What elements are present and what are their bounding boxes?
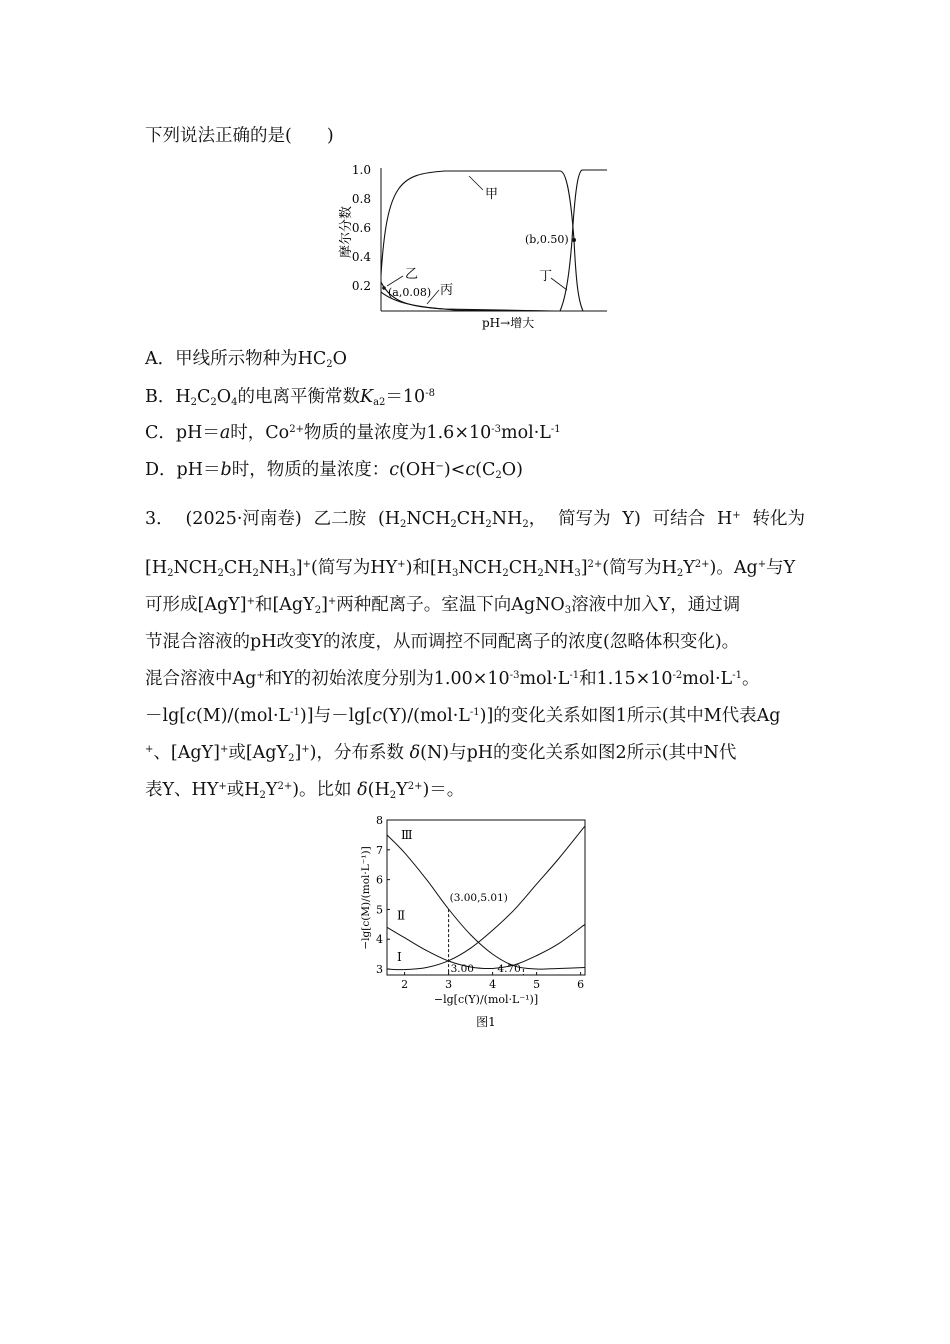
- ytick-08: 0.8: [351, 192, 371, 206]
- series-label-2: Ⅱ: [397, 908, 406, 923]
- intro-text: 下列说法正确的是( ): [145, 126, 334, 146]
- q3-line-8: 表Y、HY+或$H_2Y^{2+}$)。比如 $\delta(H_2Y^{2+})=$。: [145, 780, 465, 801]
- series-label-1: Ⅰ: [397, 950, 402, 965]
- ytick-02: 0.2: [351, 279, 371, 293]
- label-yi: 乙: [405, 267, 419, 282]
- y-axis-label: 摩尔分数: [339, 205, 354, 258]
- label-ding: 丁: [539, 269, 553, 284]
- annotation-point: (3.00,5.01): [449, 892, 508, 905]
- option-b: B．$H_2C_2O_4$的电离平衡常数$K_{a2}=10^{-8}$: [145, 387, 435, 408]
- ytick-label-4: 7: [376, 843, 383, 857]
- q3-line-1: 3． (2025·河南卷) 乙二胺 ($H_2NCH_2CH_2NH_2$， 简写为 Y) 可结合 H+ 转化为: [145, 509, 805, 530]
- xtick-label-1: 3: [445, 978, 453, 991]
- option-c: C．pH＝a时，$Co^{2+}$物质的量浓度为$1.6\times 10^{-3}mol\cdot L^{-1}$: [145, 423, 561, 443]
- option-a: A．甲线所示物种为$HC_2O$: [145, 349, 348, 370]
- ytick-1: 1.0: [351, 163, 371, 177]
- q3-line-4: 节混合溶液的pH改变Y的浓度，从而调控不同配离子的浓度(忽略体积变化)。: [145, 632, 740, 652]
- xtick-label-2: 4: [489, 978, 497, 991]
- figure-1-ylabel: −lg[c(M)/(mol·L⁻¹)]: [360, 846, 372, 950]
- figure-1-xlabel: −lg[c(Y)/(mol·L⁻¹)]: [433, 993, 539, 1006]
- q3-line-2: $[H_2NCH_2CH_2NH_3]^+$(简写为HY+)和$[H_3NCH_2CH_2NH_3]^{2+}$(简写为$H_2Y^{2+}$)。Ag+与Y: [145, 558, 796, 579]
- ytick-04: 0.4: [351, 250, 371, 264]
- q3-line-5: 混合溶液中Ag+和Y的初始浓度分别为$1.00\times 10^{-3}mol\cdot L^{-1}$和$1.15\times 10^{-2}mol\cdot L^{-1}$。: [145, 669, 760, 689]
- mole-fraction-figure: [335, 160, 615, 340]
- ytick-label-0: 3: [376, 963, 383, 977]
- annotation-300: 3.00: [450, 963, 474, 975]
- annotation-b: (b,0.50): [525, 233, 569, 246]
- q3-line-3: 可形成[AgY]+和[AgY$_2$]+两种配离子。室温下向AgNO$_3$溶液中加入Y，通过调: [145, 595, 741, 616]
- ytick-label-3: 6: [376, 873, 383, 887]
- series-label-3: Ⅲ: [401, 827, 413, 842]
- label-bing: 丙: [440, 283, 454, 298]
- x-axis-label: pH→增大: [482, 316, 535, 330]
- annotation-470: 4.70: [497, 963, 521, 975]
- annotation-a: (a,0.08): [388, 286, 432, 299]
- series-line-2: [387, 924, 585, 968]
- figure-1-caption: 图1: [476, 1015, 496, 1029]
- xtick-label-3: 5: [533, 978, 541, 991]
- figure-1-chart: [355, 812, 600, 1034]
- ytick-label-5: 8: [376, 814, 383, 827]
- option-d: D．pH＝b时，物质的量浓度：$c(OH^-)<c(C_2O)$: [145, 460, 523, 481]
- ytick-06: 0.6: [351, 221, 371, 235]
- label-jia: 甲: [485, 187, 499, 202]
- q3-line-6: $-\lg[c(M)/(mol\cdot L^{-1})]$与$-\lg[c(Y)/(mol\cdot L^{-1})]$的变化关系如图1所示(其中M代表Ag: [145, 706, 781, 726]
- xtick-label-4: 6: [577, 978, 585, 991]
- ytick-label-1: 4: [376, 933, 383, 947]
- q3-line-7: +、[AgY]+或[AgY$_2$]+)，分布系数 δ(N)与pH的变化关系如图2所示(其中N代: [145, 743, 737, 764]
- ytick-label-2: 5: [376, 903, 383, 917]
- xtick-label-0: 2: [401, 978, 409, 991]
